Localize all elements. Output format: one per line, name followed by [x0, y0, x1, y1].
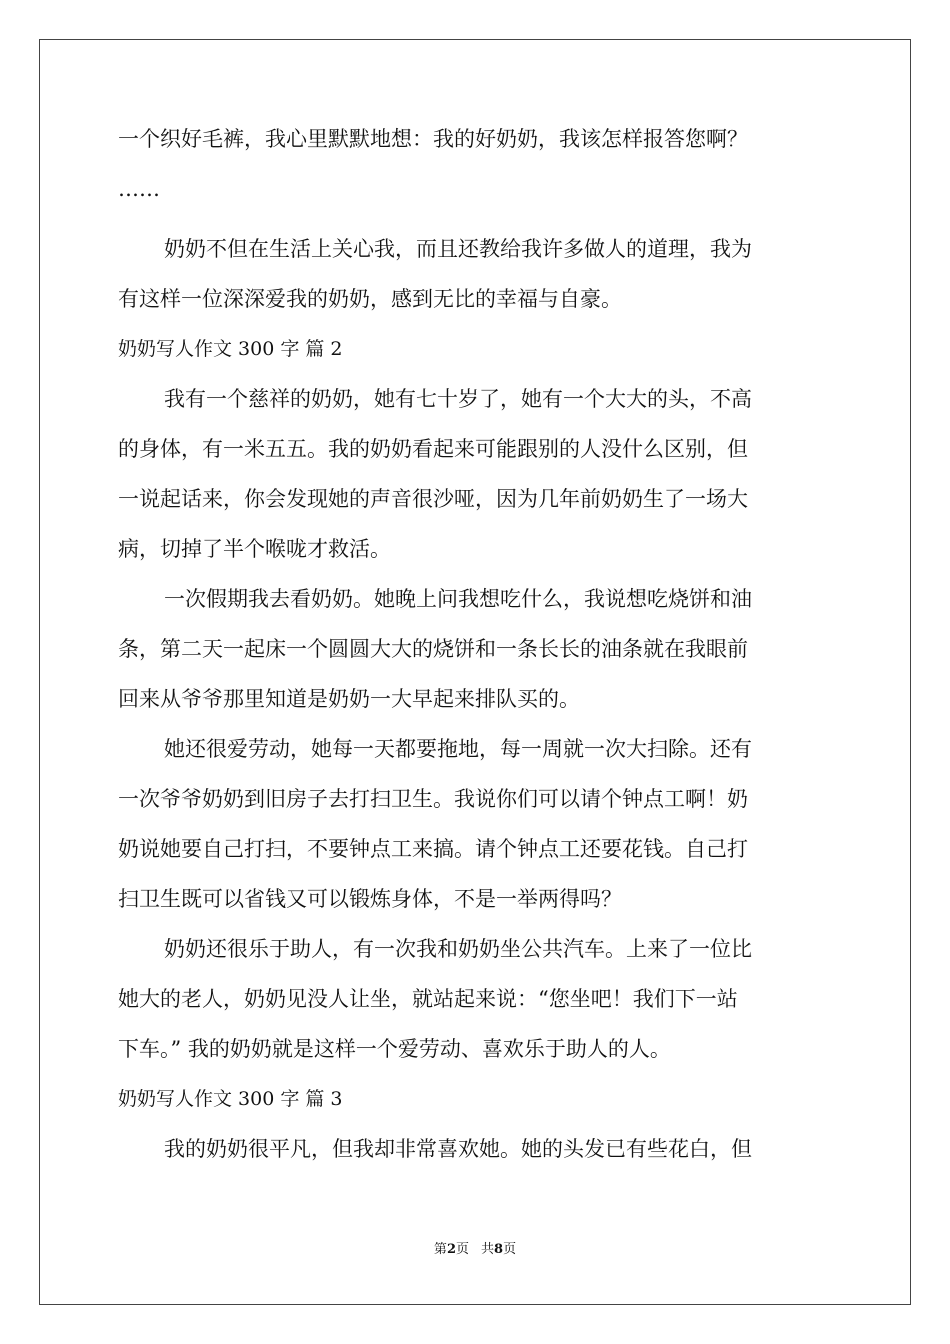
- page-number-prefix: 第: [433, 1242, 447, 1257]
- paragraph-line: 奶奶还很乐于助人，有一次我和奶奶坐公共汽车。上来了一位比: [164, 937, 752, 961]
- paragraph-line: 下车。” 我的奶奶就是这样一个爱劳动、喜欢乐于助人的人。: [118, 1037, 671, 1061]
- paragraph-line: 一说起话来，你会发现她的声音很沙哑，因为几年前奶奶生了一场大: [118, 487, 748, 511]
- paragraph-line: 的身体，有一米五五。我的奶奶看起来可能跟别的人没什么区别，但: [118, 437, 748, 461]
- paragraph-line: 一次爷爷奶奶到旧房子去打扫卫生。我说你们可以请个钟点工啊！奶: [118, 787, 748, 811]
- paragraph-line: 病，切掉了半个喉咙才救活。: [118, 537, 391, 561]
- total-pages: 8: [494, 1242, 504, 1257]
- page-number-suffix: 页: [455, 1242, 469, 1257]
- paragraph-line: 我的奶奶很平凡，但我却非常喜欢她。她的头发已有些花白，但: [164, 1137, 752, 1161]
- page-number: 2: [446, 1242, 456, 1257]
- paragraph-line: 奶说她要自己打扫，不要钟点工来搞。请个钟点工还要花钱。自己打: [118, 837, 748, 861]
- paragraph-line: 奶奶不但在生活上关心我，而且还教给我许多做人的道理，我为: [164, 237, 752, 261]
- section-heading: 奶奶写人作文 300 字 篇 3: [118, 1088, 343, 1110]
- paragraph-line: 一次假期我去看奶奶。她晚上问我想吃什么，我说想吃烧饼和油: [164, 587, 752, 611]
- section-heading: 奶奶写人作文 300 字 篇 2: [118, 338, 343, 360]
- paragraph-line: 一个织好毛裤，我心里默默地想：我的好奶奶，我该怎样报答您啊？: [118, 127, 748, 151]
- paragraph-line: 扫卫生既可以省钱又可以锻炼身体，不是一举两得吗？: [118, 887, 622, 911]
- paragraph-line: 条，第二天一起床一个圆圆大大的烧饼和一条长长的油条就在我眼前: [118, 637, 748, 661]
- total-pages-suffix: 页: [503, 1242, 517, 1257]
- paragraph-line: 她还很爱劳动，她每一天都要拖地，每一周就一次大扫除。还有: [164, 737, 752, 761]
- total-pages-prefix: 共: [481, 1242, 495, 1257]
- ellipsis-line: ……: [118, 177, 160, 201]
- page-footer: [0, 1241, 950, 1259]
- paragraph-line: 她大的老人，奶奶见没人让坐，就站起来说：“您坐吧！我们下一站: [118, 987, 738, 1011]
- paragraph-line: 我有一个慈祥的奶奶，她有七十岁了，她有一个大大的头，不高: [164, 387, 752, 411]
- paragraph-line: 有这样一位深深爱我的奶奶，感到无比的幸福与自豪。: [118, 287, 622, 311]
- paragraph-line: 回来从爷爷那里知道是奶奶一大早起来排队买的。: [118, 687, 580, 711]
- page-frame: [39, 39, 911, 1305]
